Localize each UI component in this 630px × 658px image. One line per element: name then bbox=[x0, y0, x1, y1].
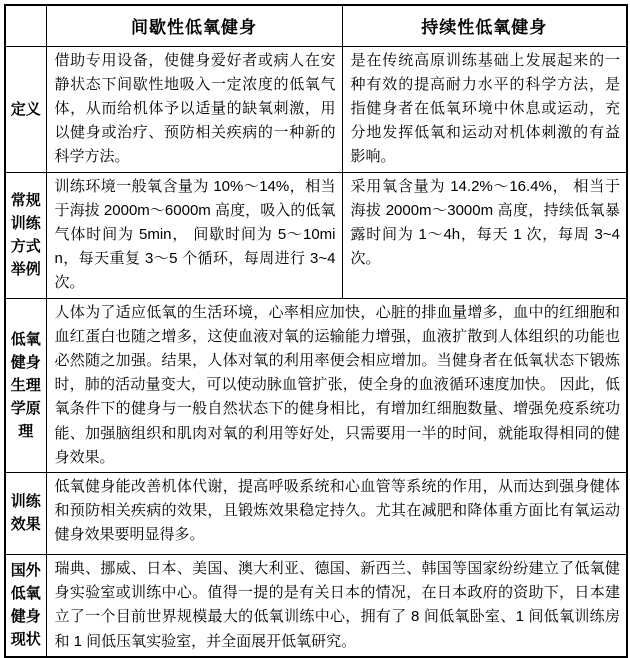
cell-abroad-status-merged: 瑞典、挪威、日本、美国、澳大利亚、德国、新西兰、韩国等国家纷纷建立了低氧健身实验室或训练中心。值得一提的是有关日本的情况，在日本政府的资助下，日本建立了一个目前世界规模最大的低氧训练中心，拥有了 8 间低氧卧室、1 间低氧训练房和 1 间低压氧实验室，并全面展开低氧研究。 bbox=[46, 554, 627, 656]
cell-definition-intermittent: 借助专用设备，使健身爱好者或病人在安静状态下间歇性地吸入一定浓度的低氧气体，从而给机体予以适量的缺氧刺激，用以健身或治疗、预防相关疾病的一种新的科学方法。 bbox=[46, 46, 342, 172]
cell-training-method-continuous: 采用氧含量为 14.2%～16.4%， 相当于海拔 2000m～3000m 高度，持续低氧暴露时间为 1～4h，每天 1 次，每周 3~4 次。 bbox=[342, 172, 627, 298]
table-header-row bbox=[5, 5, 627, 46]
row-physiology bbox=[5, 298, 627, 472]
row-training-effect bbox=[5, 472, 627, 554]
cell-training-effect-merged: 低氧健身能改善机体代谢，提高呼吸系统和心血管等系统的作用，从而达到强身健体和预防相关疾病的效果，且锻炼效果稳定持久。尤其在减肥和降体重方面比有氧运动健身效果要明显得多。 bbox=[46, 472, 627, 554]
header-continuous-hypoxia: 持续性低氧健身 bbox=[342, 5, 627, 46]
row-label-definition: 定义 bbox=[5, 46, 46, 172]
row-label-training-method: 常规训练方式举例 bbox=[5, 172, 46, 298]
row-label-training-effect: 训练效果 bbox=[5, 472, 46, 554]
cell-training-method-intermittent: 训练环境一般氧含量为 10%～14%，相当于海拔 2000m～6000m 高度，吸入的低氧气体时间为 5min， 间歇时间为 5～10min，每天重复 3～5 个循环，每周进行 3~4 次。 bbox=[46, 172, 342, 298]
row-definition bbox=[5, 46, 627, 172]
cell-definition-continuous: 是在传统高原训练基础上发展起来的一种有效的提高耐力水平的科学方法，是指健身者在低氧环境中休息或运动，充分地发挥低氧和运动对机体刺激的有益影响。 bbox=[342, 46, 627, 172]
header-intermittent-hypoxia: 间歇性低氧健身 bbox=[46, 5, 342, 46]
header-corner-cell bbox=[5, 5, 46, 46]
comparison-table bbox=[4, 4, 628, 658]
row-label-abroad-status: 国外低氧健身现状 bbox=[5, 554, 46, 656]
row-training-method bbox=[5, 172, 627, 298]
cell-physiology-merged: 人体为了适应低氧的生活环境，心率相应加快，心脏的排血量增多，血中的红细胞和血红蛋白也随之增多，这使血液对氧的运输能力增强，血液扩散到人体组织的功能也必然随之加强。结果，人体对氧的利用率便会相应增加。当健身者在低氧状态下锻炼时，肺的活动量变大，可以使动脉血管扩张，使全身的血液循环速度加快。 因此，低氧条件下的健身与一般自然状态下的健身相比，有增加红细胞数量、增强免疫系统功能、加强脑组织和肌肉对氧的利用等好处，只需要用一半的时间，就能取得相同的健身效果。 bbox=[46, 298, 627, 472]
row-abroad-status bbox=[5, 554, 627, 656]
row-label-physiology: 低氧健身生理学原理 bbox=[5, 298, 46, 472]
